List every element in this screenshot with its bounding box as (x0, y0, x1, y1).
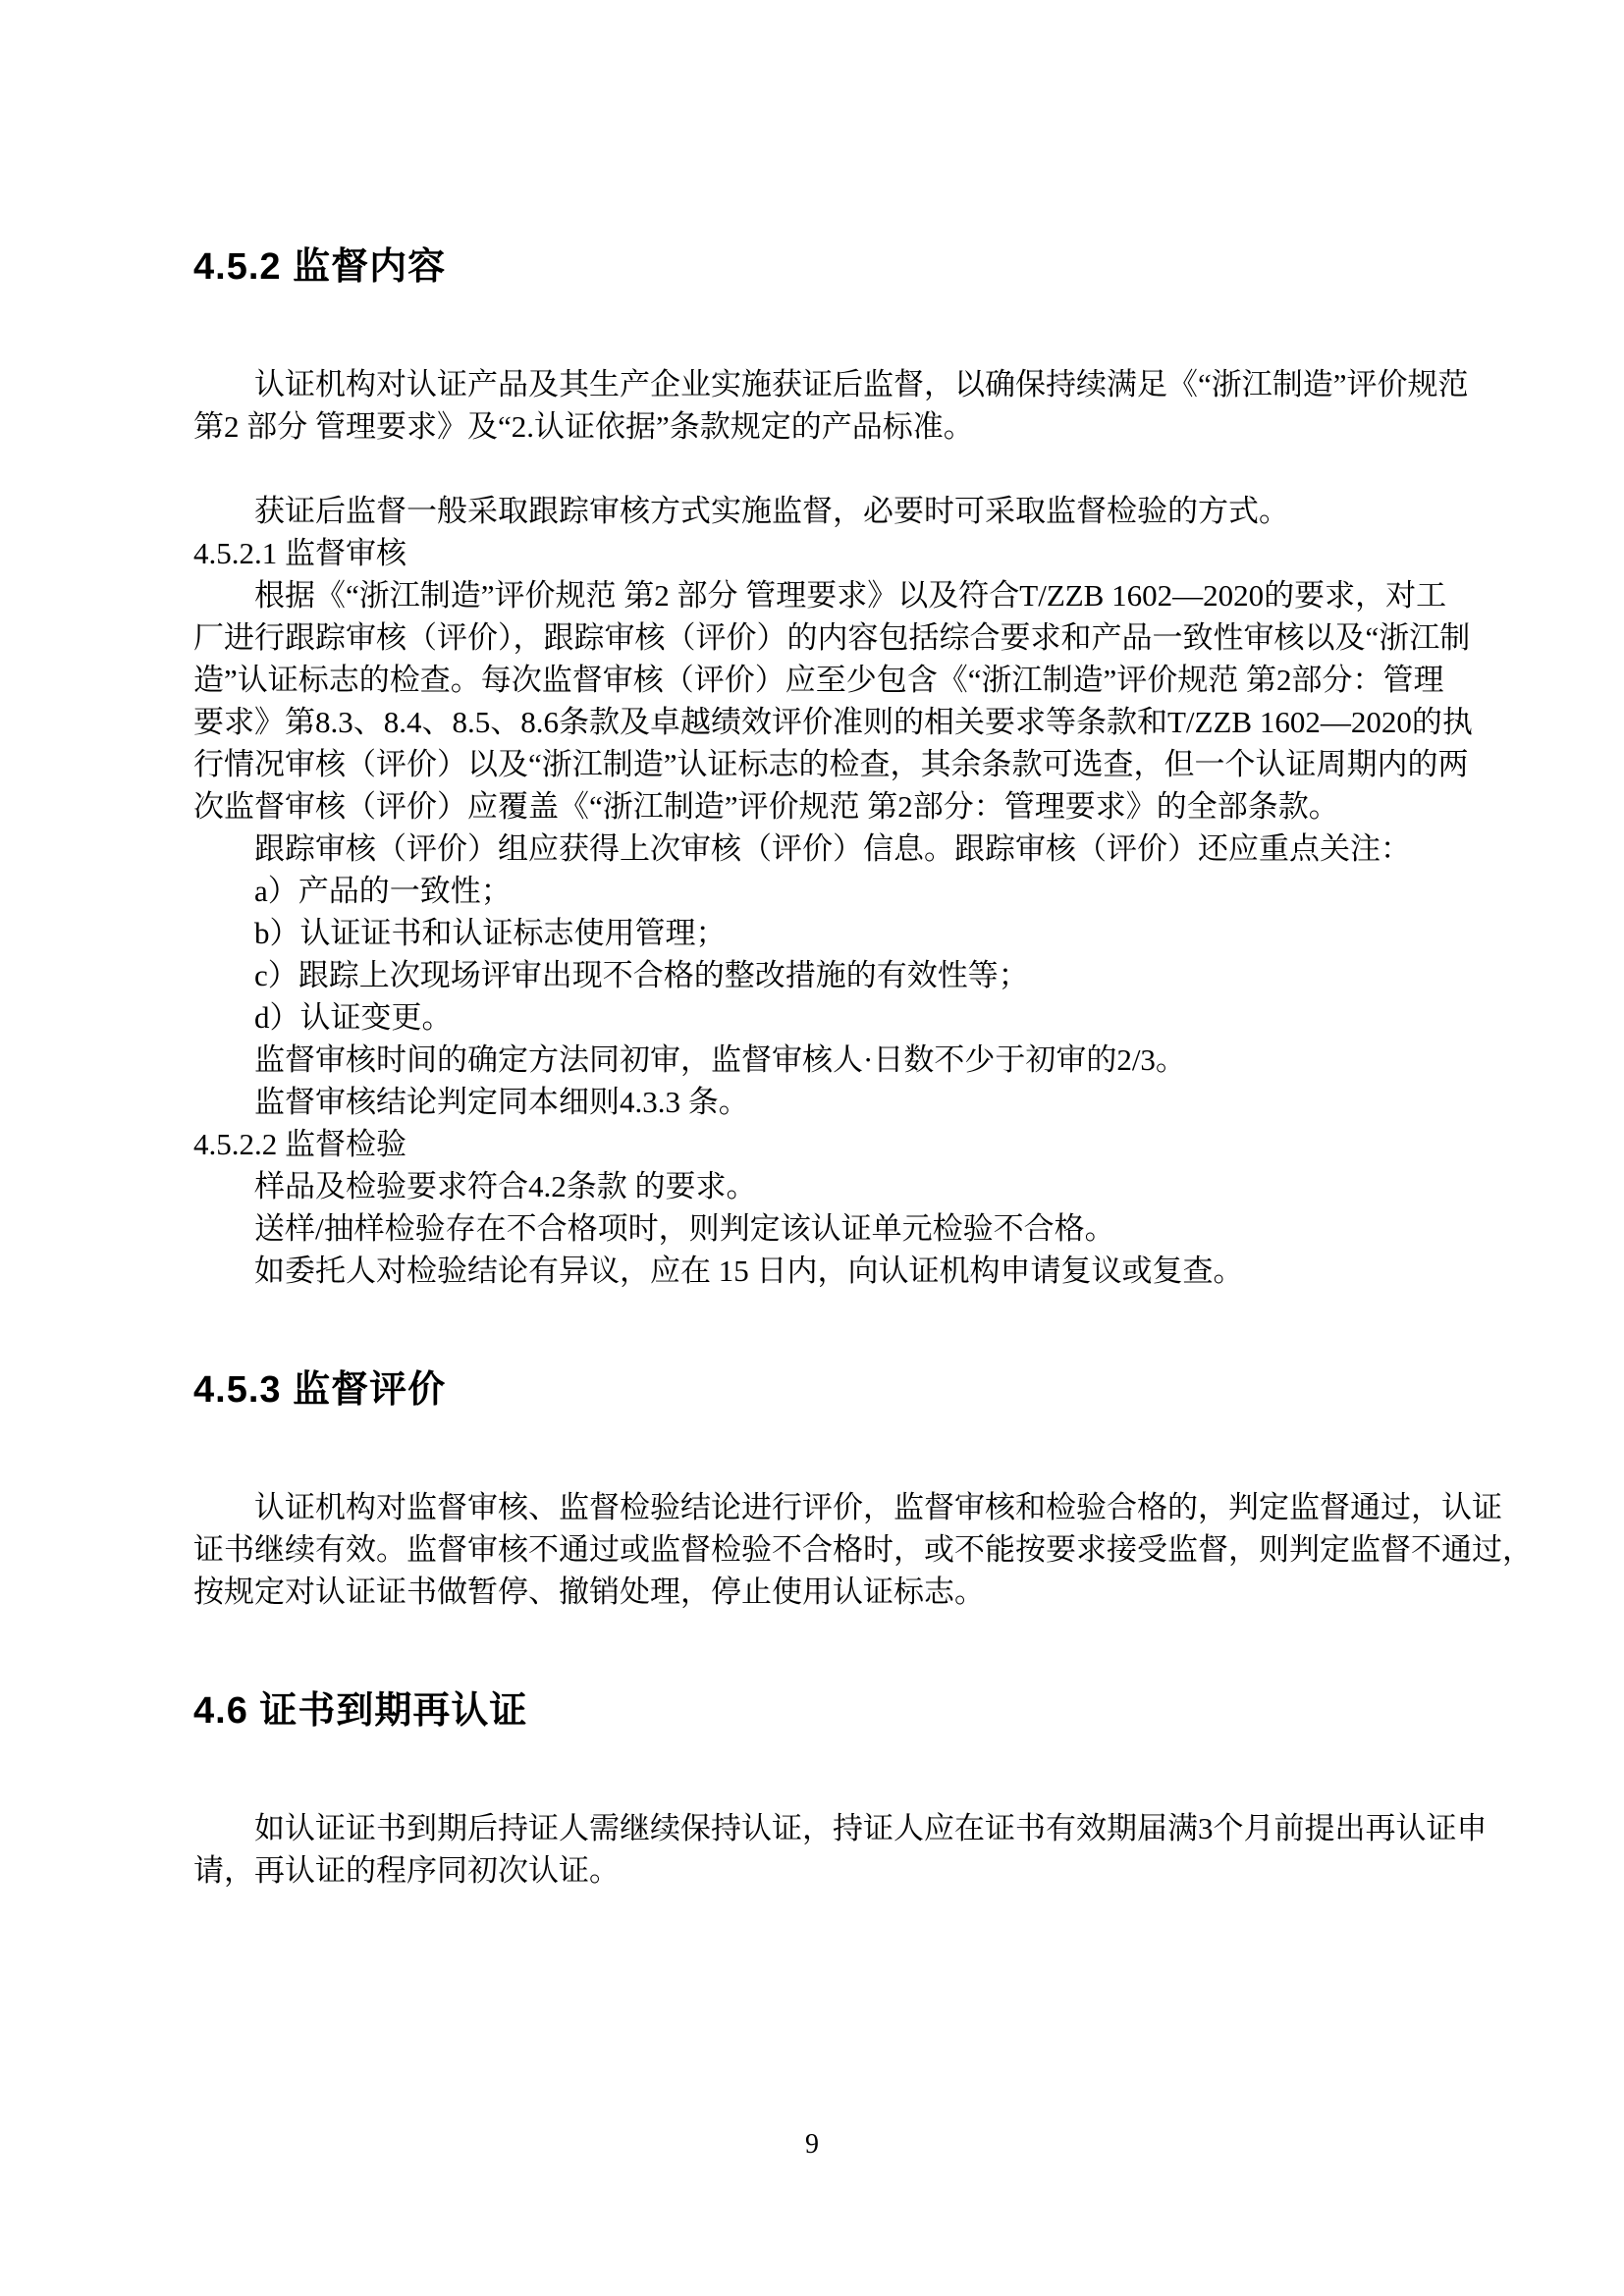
paragraph-line: 监督审核结论判定同本细则4.3.3 条。 (254, 1085, 749, 1119)
section-heading: 4.5.3 监督评价 (193, 1369, 447, 1411)
paragraph-line: 次监督审核（评价）应覆盖《“浙江制造”评价规范 第2部分：管理要求》的全部条款。 (193, 789, 1339, 824)
paragraph-line: 跟踪审核（评价）组应获得上次审核（评价）信息。跟踪审核（评价）还应重点关注： (254, 831, 1411, 866)
section-heading: 4.5.2 监督内容 (193, 246, 447, 288)
paragraph-line: 如认证证书到期后持证人需继续保持认证，持证人应在证书有效期届满3个月前提出再认证申 (254, 1811, 1488, 1845)
paragraph-line: d）认证变更。 (254, 1000, 453, 1035)
paragraph-gap (193, 448, 1431, 490)
paragraph-line: 造”认证标志的检查。每次监督审核（评价）应至少包含《“浙江制造”评价规范 第2部分：管理 (193, 663, 1444, 697)
paragraph-line: 请，再认证的程序同初次认证。 (193, 1853, 620, 1888)
section-heading: 4.6 证书到期再认证 (193, 1690, 528, 1732)
paragraph-line: 厂进行跟踪审核（评价），跟踪审核（评价）的内容包括综合要求和产品一致性审核以及“浙江制 (193, 620, 1471, 655)
paragraph-line: 根据《“浙江制造”评价规范 第2 部分 管理要求》以及符合T/ZZB 1602—2020的要求，对工 (254, 578, 1447, 613)
paragraph-line: 要求》第8.3、8.4、8.5、8.6条款及卓越绩效评价准则的相关要求等条款和T/ZZB 1602—2020的执 (193, 705, 1473, 739)
paragraph-line: 证书继续有效。监督审核不通过或监督检验不合格时，或不能按要求接受监督，则判定监督不通过， (193, 1532, 1533, 1567)
paragraph-line: 第2 部分 管理要求》及“2.认证依据”条款规定的产品标准。 (193, 409, 974, 444)
page-number: 9 (805, 2129, 819, 2160)
document-body (193, 242, 1533, 1892)
paragraph-line: 如委托人对检验结论有异议，应在 15 日内，向认证机构申请复议或复查。 (254, 1254, 1244, 1288)
paragraph-line: 认证机构对监督审核、监督检验结论进行评价，监督审核和检验合格的，判定监督通过，认证 (254, 1490, 1502, 1524)
subsection-heading: 4.5.2.2 监督检验 (193, 1127, 406, 1161)
paragraph-line: 认证机构对认证产品及其生产企业实施获证后监督，以确保持续满足《“浙江制造”评价规范 (254, 367, 1469, 401)
paragraph-line: 送样/抽样检验存在不合格项时，则判定该认证单元检验不合格。 (254, 1211, 1115, 1246)
paragraph-line: 样品及检验要求符合4.2条款 的要求。 (254, 1169, 757, 1203)
paragraph-line: a）产品的一致性； (254, 874, 512, 908)
page-footer (0, 2123, 1624, 2166)
paragraph-line: c）跟踪上次现场评审出现不合格的整改措施的有效性等； (254, 958, 1029, 992)
paragraph-line: 按规定对认证证书做暂停、撤销处理，停止使用认证标志。 (193, 1575, 985, 1609)
subsection-heading: 4.5.2.1 监督审核 (193, 536, 406, 570)
paragraph-line: 监督审核时间的确定方法同初审，监督审核人·日数不少于初审的2/3。 (254, 1042, 1186, 1077)
paragraph-line: 获证后监督一般采取跟踪审核方式实施监督，必要时可采取监督检验的方式。 (254, 494, 1289, 528)
paragraph-line: b）认证证书和认证标志使用管理； (254, 916, 727, 950)
paragraph-line: 行情况审核（评价）以及“浙江制造”认证标志的检查，其余条款可选查，但一个认证周期内的两 (193, 747, 1469, 781)
